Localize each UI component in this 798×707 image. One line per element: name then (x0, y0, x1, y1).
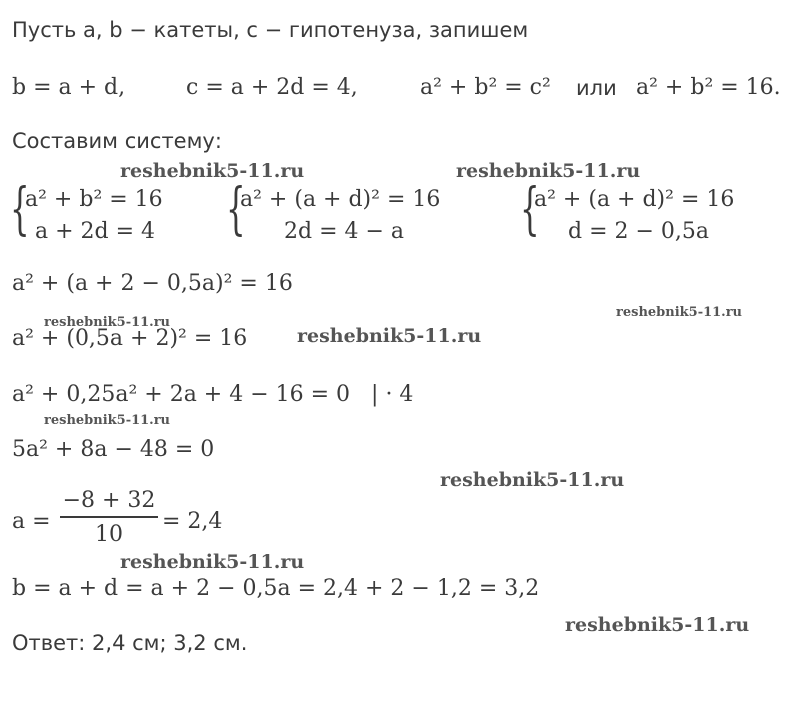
system3-row1: a² + (a + d)² = 16 (534, 187, 735, 212)
word-or: или (576, 76, 617, 100)
equation-4: 5a² + 8a − 48 = 0 (12, 437, 215, 462)
compose-system-text: Составим систему: (12, 129, 222, 153)
watermark: reshebnik5-11.ru (44, 315, 171, 330)
equation-5-rhs: = 2,4 (162, 509, 223, 534)
system3-row2: d = 2 − 0,5a (568, 219, 710, 244)
equation-b: b = a + d, (12, 75, 126, 100)
watermark: reshebnik5-11.ru (120, 551, 305, 573)
system1-row1: a² + b² = 16 (25, 187, 163, 212)
system2-row1: a² + (a + d)² = 16 (240, 187, 441, 212)
system2-row2: 2d = 4 − a (284, 219, 405, 244)
system-brace-1: { (10, 177, 30, 242)
equation-2: a² + (0,5a + 2)² = 16 (12, 326, 248, 351)
watermark: reshebnik5-11.ru (297, 325, 482, 347)
watermark: reshebnik5-11.ru (44, 413, 171, 428)
answer-text: Ответ: 2,4 см; 3,2 см. (12, 631, 248, 655)
fraction-denominator: 10 (95, 522, 123, 547)
system-brace-3: { (520, 177, 540, 242)
equation-pythagoras: a² + b² = c² (420, 75, 551, 100)
watermark: reshebnik5-11.ru (120, 160, 305, 182)
equation-pythagoras-16: a² + b² = 16. (636, 75, 781, 100)
equation-c: c = a + 2d = 4, (186, 75, 358, 100)
fraction-numerator: −8 + 32 (62, 488, 156, 513)
equation-3: a² + 0,25a² + 2a + 4 − 16 = 0 | · 4 (12, 382, 414, 407)
equation-1: a² + (a + 2 − 0,5a)² = 16 (12, 271, 293, 296)
equation-6: b = a + d = a + 2 − 0,5a = 2,4 + 2 − 1,2 = 3,2 (12, 576, 540, 601)
watermark: reshebnik5-11.ru (440, 469, 625, 491)
intro-text: Пусть a, b − катеты, c − гипотенуза, запишем (12, 18, 529, 42)
watermark: reshebnik5-11.ru (456, 160, 641, 182)
fraction-bar (60, 516, 158, 518)
fraction (60, 488, 158, 547)
watermark: reshebnik5-11.ru (616, 305, 743, 320)
system-brace-2: { (226, 177, 246, 242)
equation-5-lhs: a = (12, 509, 51, 534)
watermark: reshebnik5-11.ru (565, 614, 750, 636)
system1-row2: a + 2d = 4 (35, 219, 156, 244)
